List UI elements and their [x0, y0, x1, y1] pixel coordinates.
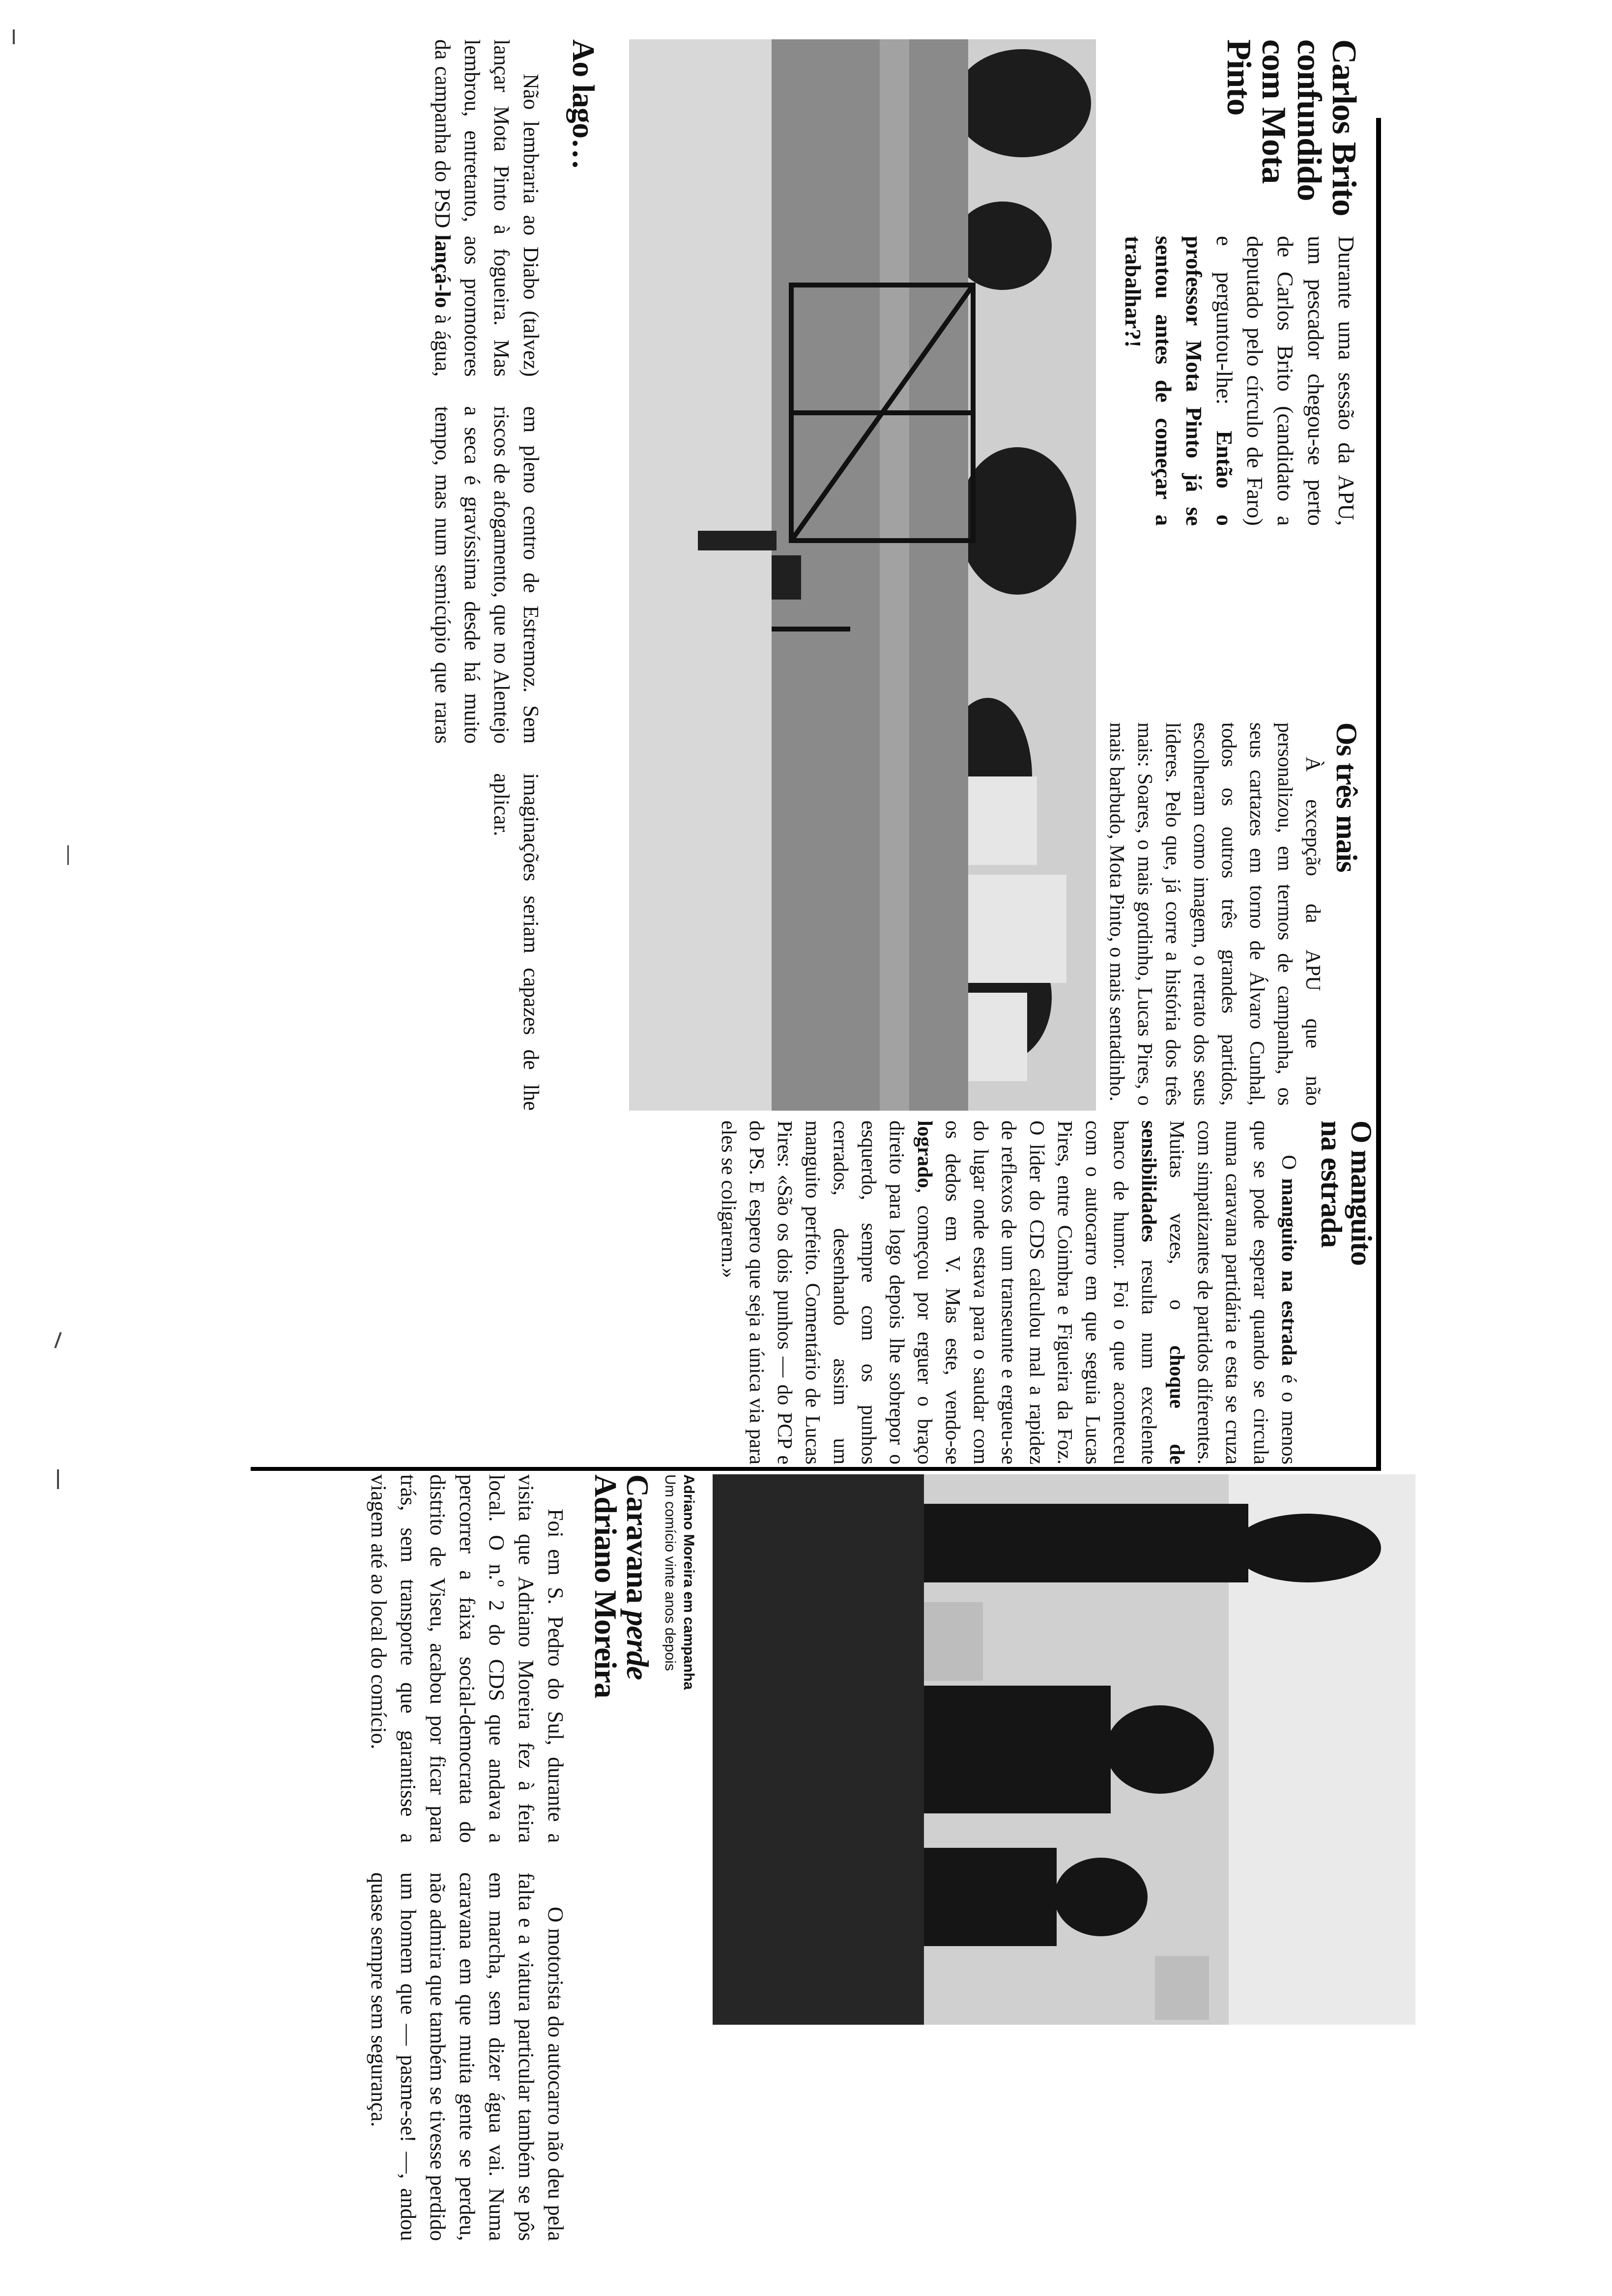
top-rule — [1376, 118, 1381, 1469]
article-carlos-brito — [1106, 39, 1361, 531]
scan-mark-top — [13, 29, 15, 44]
headline-line: com Mota Pinto — [1219, 39, 1293, 184]
headline-ao-lago: Ao lago… — [566, 39, 601, 169]
paragraph: O motorista do autocarro não deu pela falta e a viatura particular também se pôs em marcha, sem dizer água vai. Numa caravana em que muita gente se perdeu, não admira que também se tivesse perdido um homem que — pasme-se! —, andou quase sempre sem segurança. — [367, 1872, 568, 2241]
paragraph: Durante uma sessão da APU, um pescador chegou-se perto de Carlos Brito (candidato a deputado pelo círculo de Faro) e perguntou-lhe: Então o professor Mota Pinto já se sentou antes de começar a trabalhar?! — [1121, 236, 1359, 526]
body-ao-lago — [428, 39, 546, 1111]
body-tres-mais — [1102, 722, 1326, 1106]
headline-line: Carlos Brito — [1325, 39, 1363, 216]
paragraph: O manguito na estrada é o menos que se pode esperar quando se circula numa caravana partidária e esta se cruza com simpatizantes de partidos diferentes. Muitas vezes, o choque de sensibilidades resulta num excelente banco de humor. Foi o que aconteceu com o autocarro em que seguia Lucas Pires, entre Coimbra e Figueira da Foz. O líder do CDS calculou mal a rapidez de reflexos de um transeunte e ergueu-se do lugar onde estava para o saudar com os dedos em V. Mas este, vendo-se logrado, começou por erguer o braço direito para logo depois lhe sobrepor o esquerdo, sempre com os punhos cerrados, desenhando assim um manguito perfeito. Comentário de Lucas Pires: «São os dois punhos — do PCP e do PS. E espero que seja a única via para eles se coligarem.» — [717, 1120, 1300, 1464]
caption-line: Adriano Moreira em campanha — [681, 1474, 697, 1690]
lake-photo — [629, 39, 1096, 1111]
campaign-photo — [713, 1474, 1415, 2025]
article-caravana — [59, 1474, 698, 2251]
body-caravana — [364, 1474, 570, 2241]
body-manguito — [714, 1120, 1302, 1464]
photo-caption — [661, 1474, 698, 2015]
headline-carlos-brito — [1221, 39, 1361, 216]
paragraph: Não lembraria ao Diabo (talvez) lançar Mota Pinto à fogueira. Mas lembrou, entretanto, aos promotores da campanha do PSD lançá-lo à água, em pleno centro de Estremoz. Sem riscos de afogamento, que no Alentejo a seca é gravíssima desde há muito tempo, mas num semicúpio que raras imaginações seriam capazes de lhe aplicar. — [431, 39, 543, 1111]
article-tres-mais — [1105, 722, 1363, 1116]
scan-mark-mid — [67, 845, 69, 865]
article-manguito — [226, 1120, 1376, 1474]
headline-line: na estrada — [1315, 1120, 1348, 1248]
headline-line: O manguito — [1345, 1120, 1378, 1266]
headline-tres-mais: Os três mais — [1330, 722, 1363, 872]
headline-caravana: Caravana perde Adriano Moreira — [588, 1474, 655, 1698]
caption-line: Um comício vinte anos depois — [662, 1474, 678, 1671]
body-carlos-brito — [1118, 236, 1361, 526]
headline-manguito — [1316, 1120, 1376, 1464]
headline-line: confundido — [1290, 39, 1328, 201]
campaign-photo-icon — [713, 1474, 1415, 2025]
paragraph: Foi em S. Pedro do Sul, durante a visita que Adriano Moreira fez à feira local. O n.º 2 do CDS que andava a percorrer a faixa social-democrata do distrito de Viseu, acabou por ficar para trás, sem transporte que garantisse a viagem até ao local do comício. — [367, 1474, 568, 1843]
paragraph: À excepção da APU que não personalizou, em termos de campanha, os seus cartazes em torno de Álvaro Cunhal, todos os outros três grandes partidos, escolheram como imagem, o retrato dos seus líderes. Pelo que, já corre a história dos três mais: Soares, o mais gordinho, Lucas Pires, o mais barbudo, Mota Pinto, o mais sentadinho. — [1105, 722, 1324, 1106]
article-ao-lago — [157, 39, 600, 1120]
scan-mark-left — [54, 1332, 61, 1348]
lake-photo-icon — [629, 39, 1096, 1111]
